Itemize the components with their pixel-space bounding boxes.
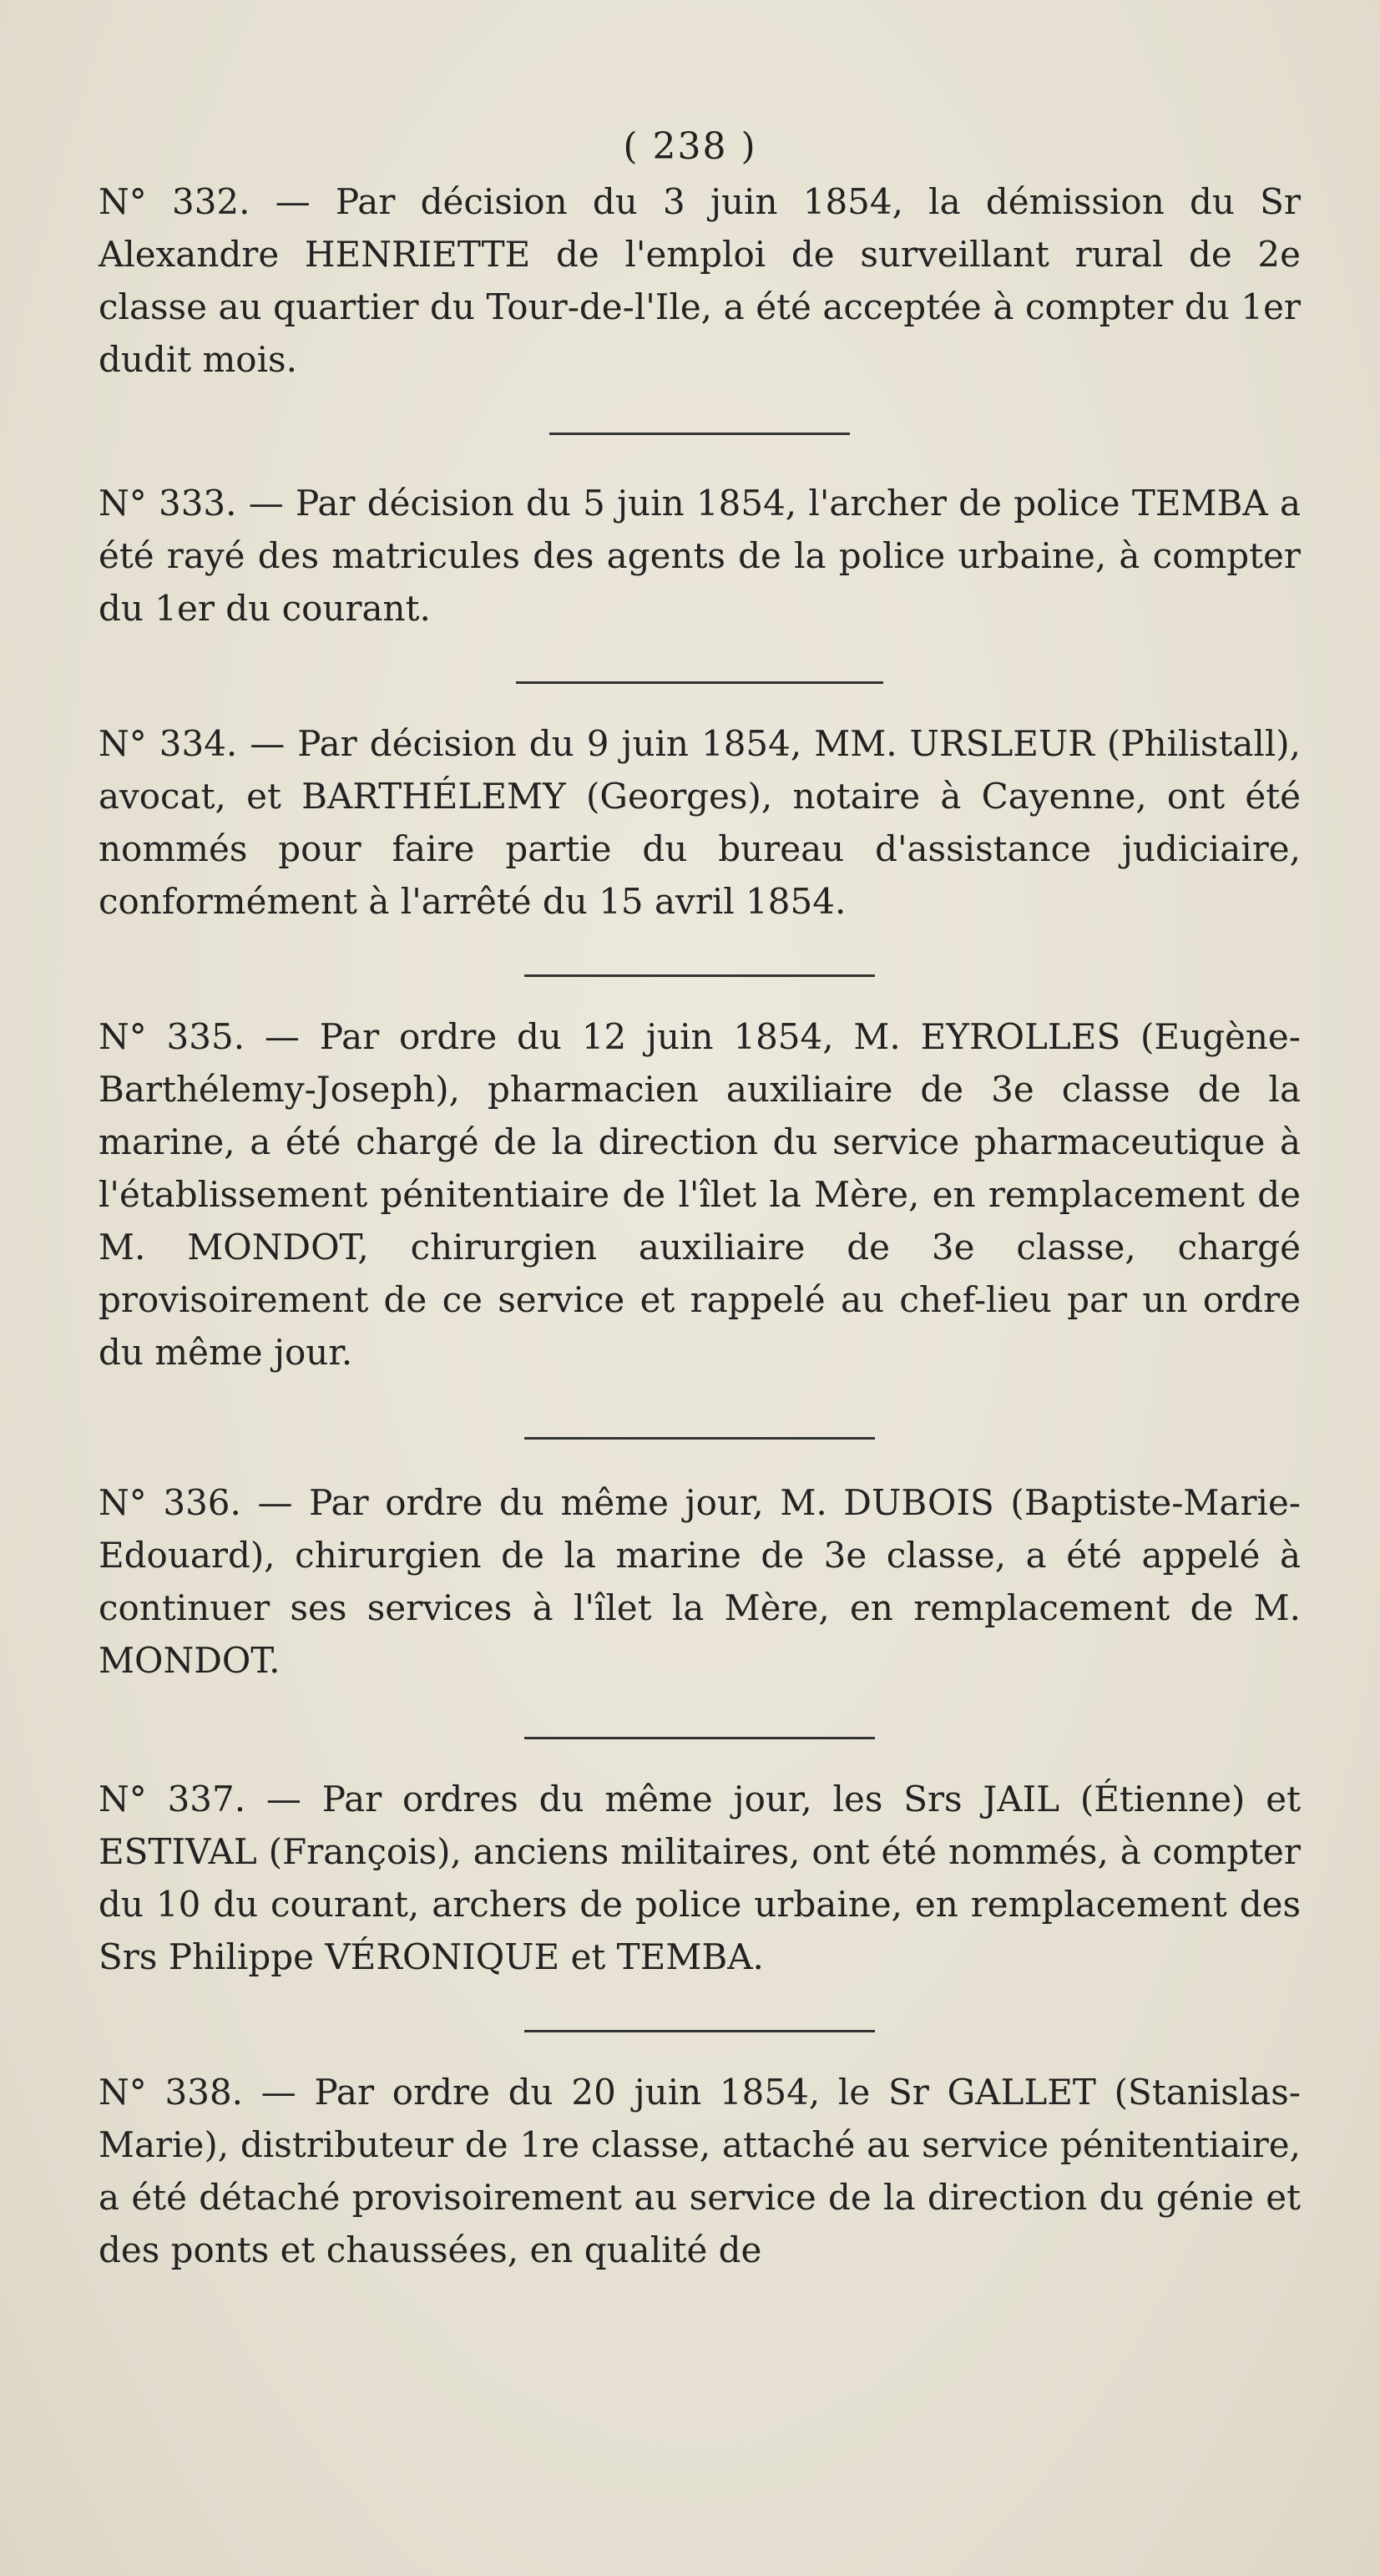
separator-rule [524, 974, 875, 977]
entry-text: — Par ordre du 12 juin 1854, M. EYROLLES (Eugène-Barthélemy-Joseph), pharmacien auxiliaire de 3e classe de la marine, a été chargé de la direction du service pharmaceutique à l'établissement pénitentiaire de l'îlet la Mère, en remplacement de M. MONDOT, chirurgien auxiliaire de 3e classe, chargé provisoirement de ce service et rappelé au chef-lieu par un ordre du même jour. [99, 1016, 1301, 1373]
separator-rule [524, 1437, 875, 1440]
entry-337 [99, 1773, 1301, 1983]
entry-number: N° 338. [99, 2072, 244, 2113]
entry-number: N° 332. [99, 181, 250, 222]
entry-332 [99, 175, 1301, 386]
entry-335 [99, 1010, 1301, 1379]
separator-rule [524, 2030, 875, 2032]
entry-number: N° 337. [99, 1779, 246, 1819]
entries-list [99, 175, 1301, 2276]
entry-text: — Par décision du 3 juin 1854, la démission du Sr Alexandre HENRIETTE de l'emploi de surveillant rural de 2e classe au quartier du Tour-de-l'Ile, a été acceptée à compter du 1er dudit mois. [99, 181, 1301, 380]
entry-333 [99, 477, 1301, 635]
entry-336 [99, 1476, 1301, 1687]
separator-rule [524, 1737, 875, 1739]
entry-number: N° 335. [99, 1016, 245, 1057]
entry-number: N° 334. [99, 723, 238, 764]
entry-text: — Par décision du 5 juin 1854, l'archer de police TEMBA a été rayé des matricules des agents de la police urbaine, à compter du 1er du courant. [99, 483, 1302, 629]
separator-rule [549, 433, 850, 435]
entry-334 [99, 717, 1301, 928]
entry-number: N° 333. [99, 483, 237, 524]
entry-text: — Par ordre du même jour, M. DUBOIS (Baptiste-Marie-Edouard), chirurgien de la marine de 3e classe, a été appelé à continuer ses services à l'îlet la Mère, en remplacement de M. MONDOT. [99, 1482, 1301, 1681]
separator-rule [516, 681, 883, 684]
entry-text: — Par ordres du même jour, les Srs JAIL (Étienne) et ESTIVAL (François), anciens militaires, ont été nommés, à compter du 10 du courant, archers de police urbaine, en remplacement des Srs Philippe VÉRONIQUE et TEMBA. [99, 1779, 1301, 1977]
entry-text: — Par décision du 9 juin 1854, MM. URSLEUR (Philistall), avocat, et BARTHÉLEMY (Georges), notaire à Cayenne, ont été nommés pour faire partie du bureau d'assistance judiciaire, conformément à l'arrêté du 15 avril 1854. [99, 723, 1301, 922]
page-number: ( 238 ) [623, 125, 757, 168]
entry-number: N° 336. [99, 1482, 241, 1523]
entry-338 [99, 2066, 1301, 2276]
entry-text: — Par ordre du 20 juin 1854, le Sr GALLET (Stanislas-Marie), distributeur de 1re classe, attaché au service pénitentiaire, a été détaché provisoirement au service de la direction du génie et des ponts et chaussées, en qualité de [99, 2072, 1301, 2270]
